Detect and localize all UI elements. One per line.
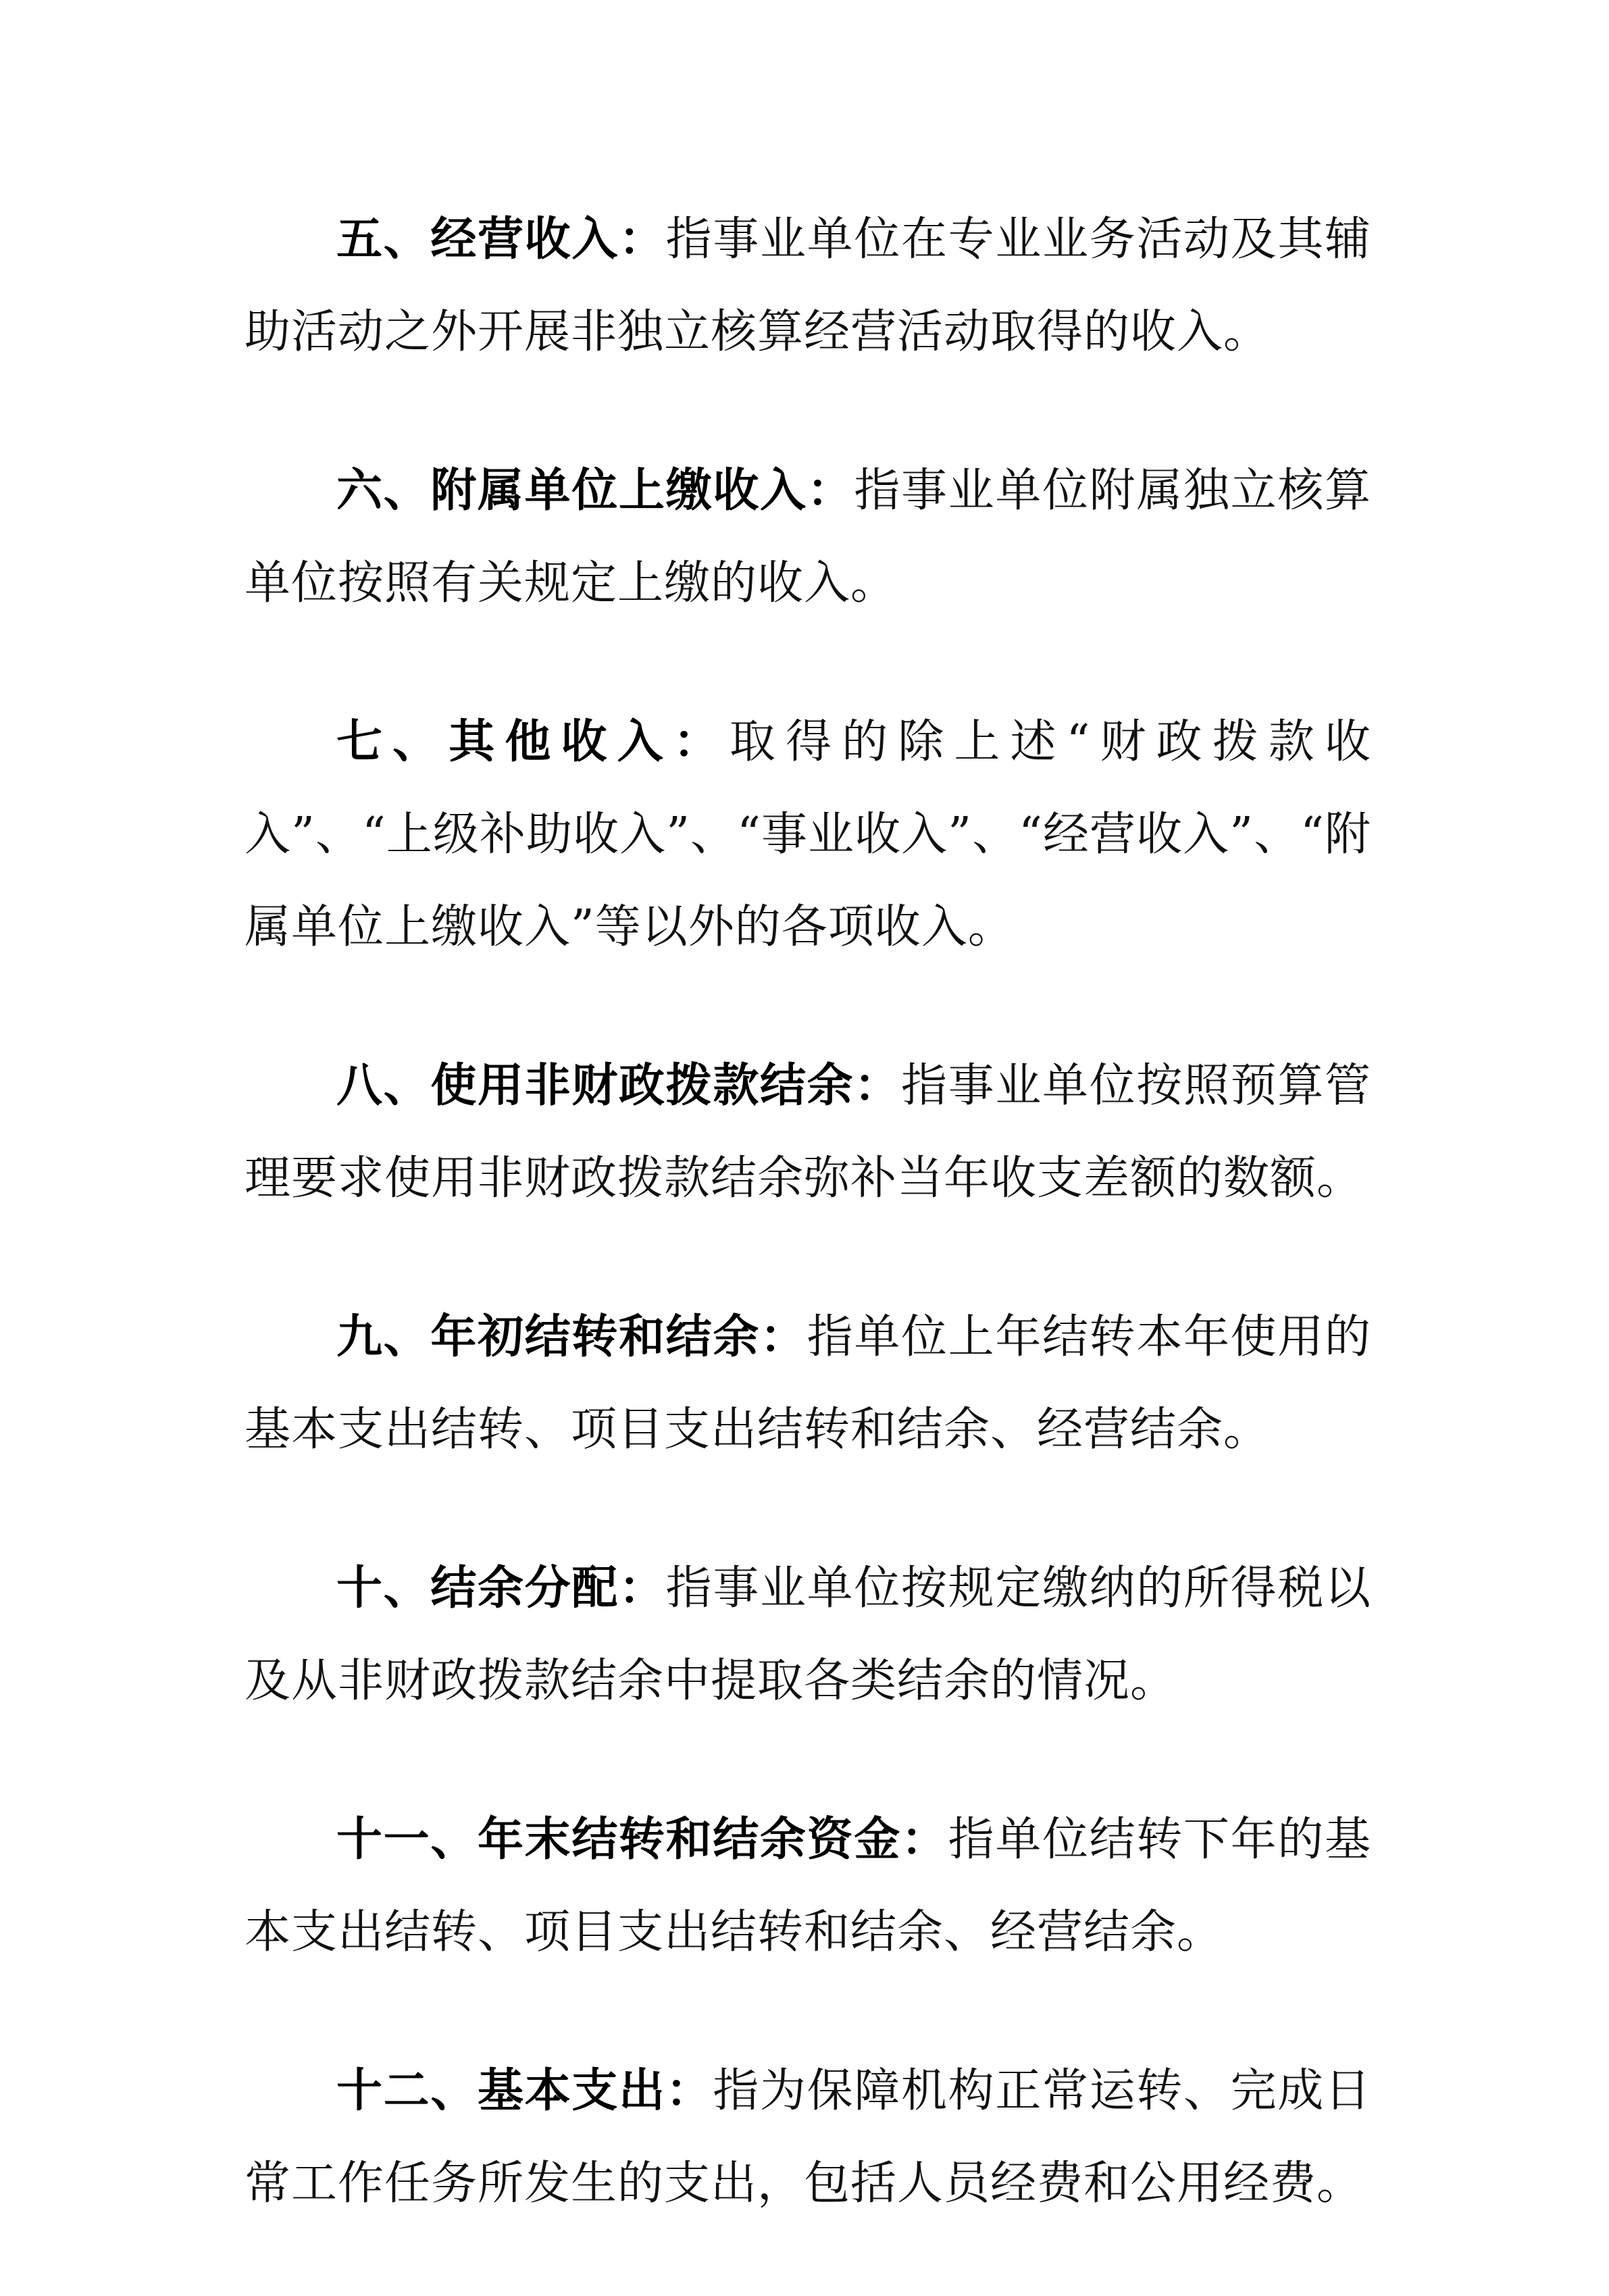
definition-text: 指事业单位附属独立核算单位按照有关规定上缴的收入。 <box>245 464 1371 610</box>
definition-text: 指事业单位在专业业务活动及其辅助活动之外开展非独立核算经营活动取得的收入。 <box>245 213 1371 359</box>
definition-term: 十一、年末结转和结余资金： <box>336 1813 948 1866</box>
definition-paragraph-9 <box>245 1291 1371 1476</box>
definition-paragraph-11 <box>245 1793 1371 1979</box>
definition-term: 八、使用非财政拨款结余： <box>336 1059 901 1113</box>
definition-text: 指事业单位按规定缴纳的所得税以及从非财政拨款结余中提取各类结余的情况。 <box>245 1562 1371 1708</box>
definition-text: 指单位结转下年的基本支出结转、项目支出结转和结余、经营结余。 <box>245 1813 1371 1959</box>
definition-term: 五、经营收入： <box>336 213 666 266</box>
definition-paragraph-10 <box>245 1542 1371 1727</box>
definition-text: 指为保障机构正常运转、完成日常工作任务所发生的支出，包括人员经费和公用经费。 <box>245 2064 1371 2210</box>
definition-paragraph-7 <box>245 696 1371 973</box>
definition-term: 九、年初结转和结余： <box>336 1310 807 1364</box>
definition-text: 指事业单位按照预算管理要求使用非财政拨款结余弥补当年收支差额的数额。 <box>245 1059 1371 1205</box>
definition-term: 十二、基本支出： <box>336 2064 713 2118</box>
definition-paragraph-5 <box>245 193 1371 378</box>
definition-paragraph-12 <box>245 2045 1371 2230</box>
definition-term: 十、结余分配： <box>336 1562 666 1615</box>
definition-paragraph-8 <box>245 1040 1371 1225</box>
definition-term: 六、附属单位上缴收入： <box>336 464 854 517</box>
definition-text: 取得的除上述“财政拨款收入”、“上级补助收入”、“事业收入”、“经营收入”、“附属单位上缴收入”等以外的各项收入。 <box>245 715 1371 954</box>
definition-text: 指单位上年结转本年使用的基本支出结转、项目支出结转和结余、经营结余。 <box>245 1310 1371 1456</box>
document-body <box>245 193 1371 2296</box>
definition-term: 七、其他收入： <box>336 715 730 769</box>
definition-paragraph-6 <box>245 444 1371 630</box>
